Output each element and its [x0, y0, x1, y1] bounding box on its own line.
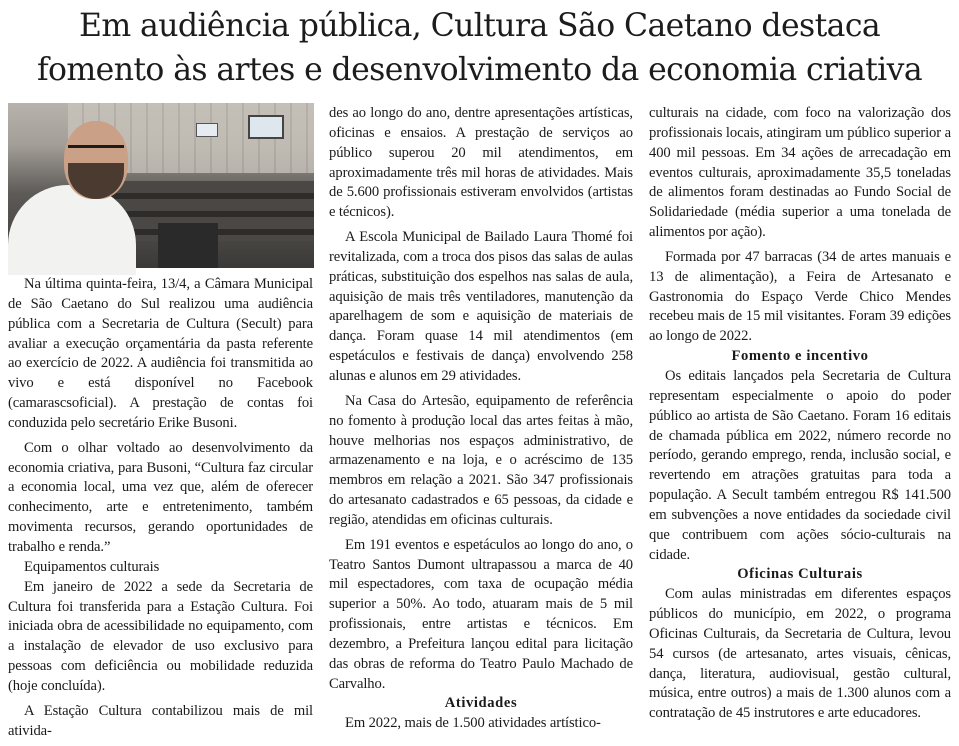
headline-line-2: fomento às artes e desenvolvimento da economia criativa — [36, 52, 923, 88]
paragraph: des ao longo do ano, dentre apresentações artísticas, oficinas e ensaios. A prestação de serviços ao público superou 20 mil atendimentos, em aproximadamente três mil horas de atividades. Mais de 5.600 profissionais estiveram envolvidos (artistas e técnicos). — [329, 105, 633, 221]
paragraph: Em janeiro de 2022 a sede da Secretaria de Cultura foi transferida para a Estação Cultura. Foi iniciada obra de acessibilidade no equipamento, com a instalação de elevador de uso exclusivo para pessoas com deficiência ou mobilidade reduzida (hoje concluída). — [8, 578, 313, 694]
headline-line-1: Em audiência pública, Cultura São Caetano destaca — [78, 8, 881, 44]
paragraph: Com aulas ministradas em diferentes espaços públicos do município, em 2022, o programa Oficinas Culturais, da Secretaria de Cultura, levou 54 cursos (de artesanato, artes visuais, cênicas, dança, literatura, audiovisual, gestão cultural, música, entre outros) a mais de 1.300 alunos com a contratação de 45 instrutores e arte educadores. — [649, 586, 951, 722]
paragraph: A Escola Municipal de Bailado Laura Thomé foi revitalizada, com a troca dos pisos das salas de aulas práticas, substituição dos espelhos nas salas de aula, aquisição de mais três ventiladores, manutenção da aparelhagem de som e aquisição de materiais de dança. Foram quase 14 mil atendimentos (em espetáculos e festivais de dança) envolvendo 258 alunas e alunos em 29 atividades. — [329, 229, 633, 384]
paragraph: Na última quinta-feira, 13/4, a Câmara Municipal de São Caetano do Sul realizou uma audiência pública com a Secretaria de Cultura (Secult) para avaliar a execução orçamentária da pasta referente ao exercício de 2022. A audiência foi transmitida ao vivo e está disponível no Facebook (camarascsoficial). A prestação de contas foi conduzida pelo secretário Erike Busoni. — [8, 276, 313, 431]
section-heading: Oficinas Culturais — [737, 566, 863, 583]
paragraph: Com o olhar voltado ao desenvolvimento da economia criativa, para Busoni, “Cultura faz circular a economia local, uma vez que, além de oferecer conhecimento, arte e entretenimento, também movimenta recursos, gerando oportunidades de trabalho e renda.” — [8, 439, 313, 555]
column-2 — [329, 104, 633, 739]
column-1 — [8, 103, 313, 746]
paragraph: culturais na cidade, com foco na valorização dos profissionais locais, atingiram um público superior a 400 mil pessoas. Em 34 ações de arrecadação em eventos culturais, aproximadamente 35,5 toneladas de alimentos foram destinadas ao Fundo Social de Solidariedade (média superior a uma tonelada de alimentos por ação). — [649, 105, 951, 241]
paragraph: Na Casa do Artesão, equipamento de referência no fomento à produção local das artes feitas à mão, houve melhorias nos espaços administrativo, de armazenamento e na loja, e o acréscimo de 135 membros em relação a 2021. São 347 profissionais do artesanato cadastrados e 65 pessoas, da cidade e região, atendidas em oficinas culturais. — [329, 392, 633, 528]
section-heading: Atividades — [444, 695, 518, 712]
paragraph: Em 2022, mais de 1.500 atividades artístico- — [345, 715, 601, 732]
headline — [0, 4, 959, 92]
paragraph: A Estação Cultura contabilizou mais de mil ativida- — [8, 702, 313, 739]
paragraph: Em 191 eventos e espetáculos ao longo do ano, o Teatro Santos Dumont ultrapassou a marca de 40 mil espectadores, com taxa de ocupação média superior a 50%. Ao todo, atuaram mais de 5 mil profissionais, entre artistas e técnicos. Em dezembro, a Prefeitura lançou edital para licitação das obras de reforma do Teatro Paulo Machado de Carvalho. — [329, 536, 633, 692]
column-3 — [649, 104, 951, 729]
paragraph: Os editais lançados pela Secretaria de Cultura representam especialmente o apoio do poder público ao artista de São Caetano. Foram 16 editais de chamada pública em 2022, número recorde no período, gerando emprego, renda, inclusão social, e revertendo em atrações gratuitas para toda a população. A Secult também entregou R$ 141.500 em subvenções a nove entidades da sociedade civil que contribuem com ações sócio-culturais na cidade. — [649, 367, 951, 563]
section-heading: Fomento e incentivo — [731, 348, 869, 365]
paragraph: Formada por 47 barracas (34 de artes manuais e 13 de alimentação), a Feira de Artesanato e Gastronomia do Espaço Verde Chico Mendes recebeu mais de 15 mil visitantes. Foram 39 edições ao longo de 2022. — [649, 248, 951, 345]
subheading: Equipamentos culturais — [24, 558, 160, 575]
meeting-photo — [8, 103, 314, 268]
